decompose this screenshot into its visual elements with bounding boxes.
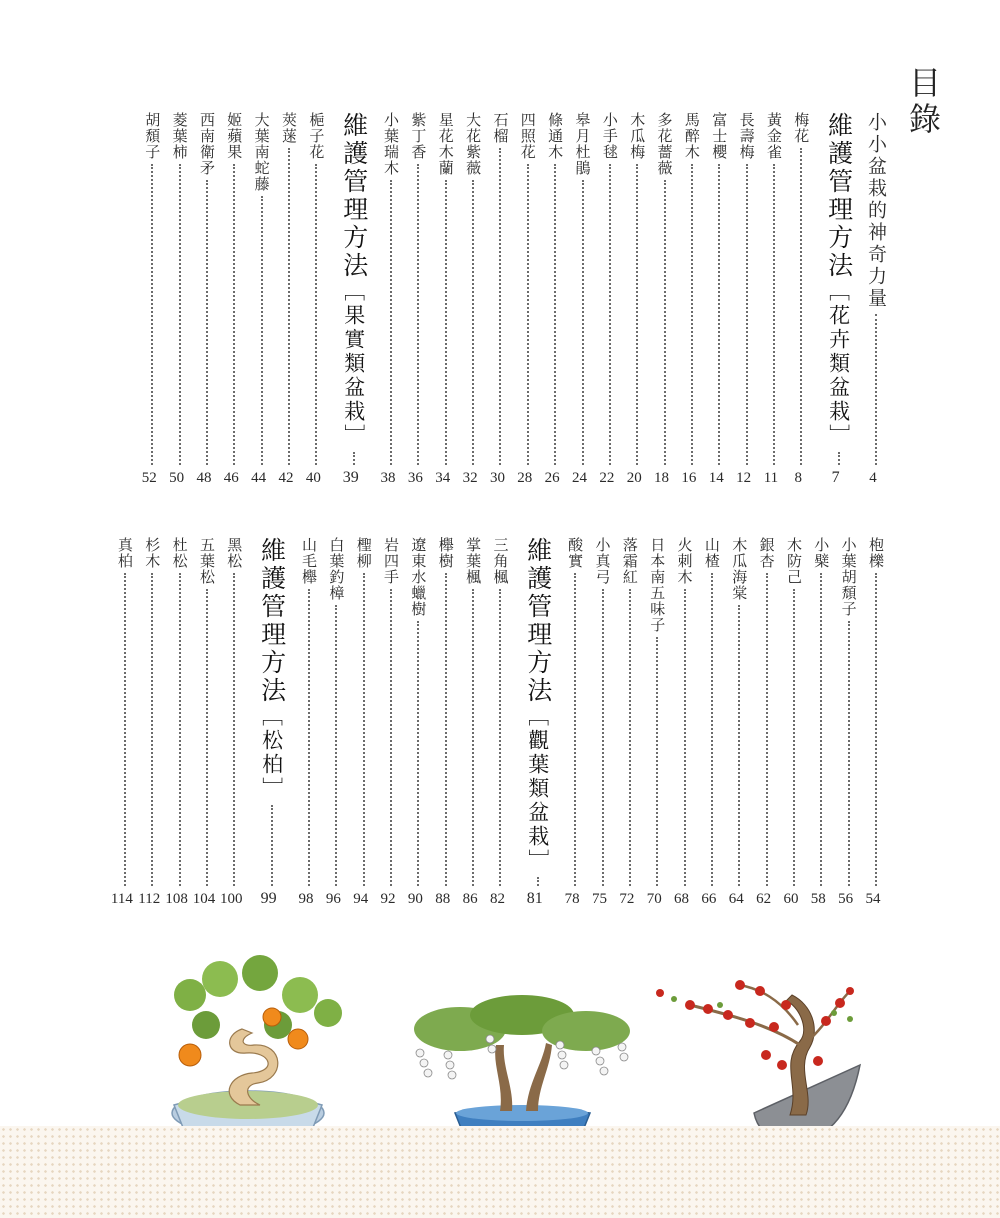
toc-page-number: 14 [708, 470, 724, 486]
toc-entry-title: 白葉釣樟 [327, 537, 346, 601]
dot-leader [602, 589, 604, 886]
dot-leader [472, 589, 474, 886]
dot-leader [179, 164, 181, 465]
toc-entry[interactable] [572, 112, 594, 486]
toc-entry[interactable] [654, 112, 676, 486]
toc-entry-title: 紫丁香 [409, 112, 428, 160]
toc-entry[interactable] [865, 537, 887, 907]
toc-entry[interactable] [838, 537, 860, 907]
toc-entry-title: 姬蘋果 [225, 112, 244, 160]
toc-page-number: 8 [794, 470, 803, 486]
toc-entry[interactable] [674, 537, 696, 907]
toc-entry[interactable] [192, 537, 218, 907]
dot-leader [738, 605, 740, 886]
dot-leader [390, 589, 392, 886]
toc-entry-title: 石榴 [491, 112, 510, 144]
dot-leader [206, 589, 208, 886]
toc-page-number: 58 [810, 891, 826, 907]
dot-leader [335, 605, 337, 886]
toc-page-number: 100 [220, 891, 243, 907]
toc-page-number: 50 [169, 470, 185, 486]
dot-leader [499, 148, 501, 465]
toc-page-number: 11 [763, 470, 779, 486]
toc-entry-title: 維護管理方法 [339, 112, 369, 280]
toc-entry[interactable] [517, 112, 539, 486]
toc-entry-title: 岩四手 [382, 537, 401, 585]
dot-leader [124, 573, 126, 886]
toc-section-heading[interactable] [824, 112, 854, 486]
dot-leader [233, 164, 235, 465]
toc-entry[interactable] [278, 112, 300, 486]
toc-section-category: ［松柏］ [259, 705, 284, 801]
toc-page-number: 86 [462, 891, 478, 907]
dot-leader [151, 573, 153, 886]
toc-entry[interactable] [380, 112, 402, 486]
toc-entry-title: 檉柳 [354, 537, 373, 569]
toc-page-number: 92 [380, 891, 396, 907]
toc-entry-title: 莢蒾 [280, 112, 298, 144]
dot-leader [875, 314, 877, 465]
dot-leader [363, 573, 365, 886]
toc-entry[interactable] [380, 537, 402, 907]
toc-entry[interactable] [592, 537, 614, 907]
toc-entry-title: 西南衛矛 [197, 112, 216, 176]
dot-leader [271, 805, 273, 886]
toc-page-number: 94 [353, 891, 369, 907]
toc-page-number: 16 [681, 470, 697, 486]
toc-page-number: 78 [564, 891, 580, 907]
dot-leader [718, 164, 720, 465]
toc-entry-title: 長壽梅 [737, 112, 756, 160]
toc-entry-title: 日本南五味子 [648, 537, 667, 633]
toc-page-number: 114 [110, 891, 133, 907]
dot-leader [308, 589, 310, 886]
toc-entry[interactable] [462, 112, 484, 486]
toc-entry[interactable] [544, 112, 566, 486]
dot-leader [315, 164, 317, 465]
toc-entry[interactable] [489, 537, 511, 907]
toc-entry-title: 木防己 [784, 537, 803, 585]
toc-page-number: 60 [783, 891, 799, 907]
toc-entry-title: 五葉松 [197, 537, 216, 585]
toc-entry[interactable] [251, 112, 273, 486]
dot-leader [820, 573, 822, 886]
toc-page-number: 18 [654, 470, 670, 486]
toc-entry[interactable] [626, 112, 648, 486]
toc-section-heading[interactable] [257, 537, 287, 907]
dot-leader [179, 573, 181, 886]
toc-entry[interactable] [141, 112, 163, 486]
toc-entry[interactable] [489, 112, 511, 486]
toc-page-number: 7 [831, 469, 840, 486]
toc-entry-title: 四照花 [518, 112, 537, 160]
toc-entry[interactable] [220, 537, 245, 907]
toc-entry-title: 杜松 [170, 537, 189, 569]
toc-page-number: 88 [435, 891, 451, 907]
toc-section-category: ［觀葉類盆栽］ [525, 705, 550, 873]
dot-leader [875, 573, 877, 886]
toc-entry-title: 星花木蘭 [436, 112, 455, 176]
toc-page-number: 30 [489, 470, 505, 486]
toc-entry-title: 山楂 [702, 537, 721, 569]
toc-page-number: 96 [325, 891, 341, 907]
dot-leader [417, 164, 419, 465]
toc-page-number: 75 [592, 891, 607, 907]
dot-leader [445, 180, 447, 465]
dot-leader [390, 180, 392, 465]
toc-entry[interactable] [462, 537, 484, 907]
toc-entry[interactable] [865, 112, 887, 486]
dot-leader [417, 621, 419, 886]
toc-entry-title: 胡頹子 [143, 112, 162, 160]
toc-entry-title: 黑松 [225, 537, 244, 569]
quince-bonsai-illustration [650, 965, 870, 1145]
dot-leader [848, 621, 850, 886]
toc-entry-title: 條通木 [546, 112, 565, 160]
dot-leader [746, 164, 748, 465]
dot-leader [353, 452, 355, 465]
toc-entry[interactable] [599, 112, 621, 486]
toc-entry-title: 小小盆栽的神奇力量 [865, 112, 887, 310]
toc-page-number: 62 [756, 891, 772, 907]
toc-entry-title: 多花薔薇 [655, 112, 674, 176]
toc-page-number: 81 [526, 890, 543, 907]
toc-entry[interactable] [165, 537, 191, 907]
toc-page-number: 26 [544, 470, 560, 486]
dot-leader [582, 180, 584, 465]
toc-entry[interactable] [790, 112, 812, 486]
toc-entry[interactable] [435, 537, 457, 907]
dot-leader [537, 877, 539, 886]
toc-entry-title: 木瓜梅 [628, 112, 647, 160]
toc-entry[interactable] [783, 537, 805, 907]
toc-entry-title: 酸實 [566, 537, 585, 569]
dot-leader [656, 637, 658, 886]
toc-entry[interactable] [681, 112, 703, 486]
toc-page-number: 46 [223, 470, 239, 486]
dot-leader [261, 196, 263, 465]
toc-page-number: 48 [196, 470, 212, 486]
toc-entry[interactable] [736, 112, 758, 486]
toc-page-number: 98 [298, 891, 314, 907]
dot-leader [711, 573, 713, 886]
toc-entry-title: 小葉胡頹子 [839, 537, 858, 617]
dot-leader [233, 573, 235, 886]
toc-page-number: 12 [736, 470, 752, 486]
toc-entry-title: 落霜紅 [620, 537, 639, 585]
toc-entry[interactable] [708, 112, 730, 486]
toc-entry-title: 馬醉木 [682, 112, 701, 160]
pieris-bonsai-illustration [400, 995, 640, 1145]
toc-entry-title: 小手毬 [600, 112, 619, 160]
toc-entry[interactable] [138, 537, 163, 907]
toc-entry[interactable] [196, 112, 218, 486]
toc-page-number: 28 [517, 470, 533, 486]
dot-leader [691, 164, 693, 465]
dot-leader [499, 589, 501, 886]
toc-entry-title: 銀杏 [757, 537, 776, 569]
toc-entry-title: 山毛櫸 [300, 537, 318, 585]
dot-leader [206, 180, 208, 465]
dot-leader [609, 164, 611, 465]
toc-entry-title: 梔子花 [307, 112, 326, 160]
toc-page-number: 38 [380, 470, 396, 486]
dot-leader [629, 589, 631, 886]
toc-entry[interactable] [646, 537, 668, 907]
toc-section-heading[interactable] [523, 537, 553, 907]
dot-leader [527, 164, 529, 465]
dotted-floor-background [0, 1126, 1000, 1218]
dot-leader [636, 164, 638, 465]
toc-page-number: 52 [141, 470, 157, 486]
toc-entry[interactable] [298, 537, 320, 907]
toc-page-number: 22 [599, 470, 615, 486]
dot-leader [151, 164, 153, 465]
toc-page-number: 39 [342, 469, 359, 486]
toc-page-number: 108 [165, 891, 188, 907]
toc-entry-title: 小真弓 [593, 537, 612, 585]
toc-entry-title: 梅花 [792, 112, 811, 144]
toc-entry[interactable] [728, 537, 750, 907]
toc-entry[interactable] [564, 537, 586, 907]
toc-page-number: 66 [701, 891, 717, 907]
dot-leader [288, 148, 290, 465]
toc-section-category: ［果實類盆栽］ [341, 280, 366, 448]
toc-entry-title: 小葉瑞木 [382, 112, 401, 176]
toc-entry-title: 真柏 [115, 537, 134, 569]
toc-page-number: 24 [572, 470, 587, 486]
dot-leader [445, 573, 447, 886]
toc-page-number: 82 [489, 891, 505, 907]
toc-entry-title: 杉木 [143, 537, 162, 569]
toc-page-number: 56 [838, 891, 854, 907]
toc-page-number: 54 [865, 891, 881, 907]
dot-leader [664, 180, 666, 465]
toc-page-number: 99 [260, 890, 277, 907]
persimmon-bonsai-illustration [160, 955, 350, 1150]
toc-page-number: 32 [462, 470, 478, 486]
toc-page-number: 42 [278, 470, 294, 486]
toc-entry[interactable] [756, 537, 778, 907]
toc-entry[interactable] [305, 112, 327, 486]
toc-page-number: 44 [251, 470, 267, 486]
dot-leader [793, 589, 795, 886]
dot-leader [838, 452, 840, 465]
toc-entry-title: 小檗 [812, 537, 831, 569]
toc-page-number: 72 [619, 891, 635, 907]
toc-entry[interactable] [110, 537, 136, 907]
toc-entry-title: 維護管理方法 [824, 112, 854, 280]
toc-entry-title: 皋月杜鵑 [573, 112, 592, 176]
toc-entry-title: 遼東水蠟樹 [409, 537, 428, 617]
dot-leader [766, 573, 768, 886]
toc-entry[interactable] [810, 537, 832, 907]
toc-entry[interactable] [223, 112, 245, 486]
toc-entry-title: 黃金雀 [764, 112, 783, 160]
toc-entry-title: 掌葉楓 [464, 537, 483, 585]
toc-page-number: 112 [138, 891, 161, 907]
toc-page-number: 64 [728, 891, 744, 907]
dot-leader [800, 148, 802, 465]
toc-entry[interactable] [353, 537, 375, 907]
toc-section-category: ［花卉類盆栽］ [826, 280, 851, 448]
toc-page-number: 40 [305, 470, 321, 486]
dot-leader [773, 164, 775, 465]
toc-entry[interactable] [701, 537, 723, 907]
toc-page-number: 70 [646, 891, 662, 907]
toc-entry-title: 菱葉柿 [170, 112, 189, 160]
toc-entry-title: 維護管理方法 [257, 537, 287, 705]
toc-entry-title: 枹櫟 [867, 537, 885, 569]
toc-entry-title: 三角楓 [491, 537, 510, 585]
toc-entry[interactable] [407, 112, 429, 486]
toc-entry[interactable] [325, 537, 347, 907]
toc-section-heading[interactable] [339, 112, 369, 486]
toc-page-number: 4 [869, 470, 877, 486]
toc-entry-title: 木瓜海棠 [730, 537, 749, 601]
toc-entry-title: 火刺木 [675, 537, 694, 585]
toc-entry-title: 大花紫薇 [464, 112, 483, 176]
toc-page-number: 68 [674, 891, 690, 907]
toc-entry[interactable] [435, 112, 457, 486]
toc-page-number: 36 [407, 470, 423, 486]
toc-page-number: 104 [192, 891, 216, 907]
page-title: 目錄 [904, 66, 942, 138]
toc-page-number: 34 [435, 470, 451, 486]
toc-entry-title: 富士櫻 [710, 112, 729, 160]
toc-entry[interactable] [169, 112, 191, 486]
toc-entry-title: 大葉南蛇藤 [252, 112, 271, 192]
dot-leader [554, 164, 556, 465]
dot-leader [574, 573, 576, 886]
toc-page-number: 90 [407, 891, 423, 907]
toc-entry-title: 維護管理方法 [523, 537, 553, 705]
toc-page-number: 20 [626, 470, 642, 486]
toc-entry[interactable] [407, 537, 429, 907]
toc-entry-title: 櫸樹 [436, 537, 455, 569]
dot-leader [472, 180, 474, 465]
toc-entry[interactable] [619, 537, 641, 907]
dot-leader [684, 589, 686, 886]
toc-entry[interactable] [763, 112, 785, 486]
